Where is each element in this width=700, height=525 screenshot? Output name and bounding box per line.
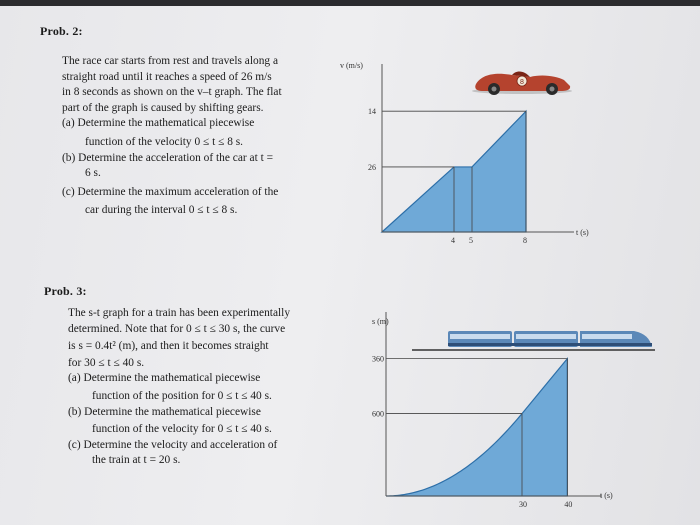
prob3-line: function of the position for 0 ≤ t ≤ 40 s.: [92, 389, 272, 402]
prob2-line: (b) Determine the acceleration of the car at t =: [62, 151, 274, 164]
st-graph: [350, 310, 650, 515]
st-y-axis-label: s (m): [372, 317, 389, 326]
problem-sheet: [0, 6, 700, 525]
prob2-line: (a) Determine the mathematical piecewise: [62, 117, 255, 130]
prob2-line: car during the interval 0 ≤ t ≤ 8 s.: [85, 204, 238, 217]
prob2-line: in 8 seconds as shown on the v–t graph. The flat: [62, 86, 282, 99]
vt-x-axis-label: t (s): [576, 228, 589, 237]
vt-graph: [340, 56, 600, 256]
prob2-line: The race car starts from rest and travels along a: [62, 55, 279, 67]
st-area: [386, 359, 567, 496]
prob2-title: Prob. 2:: [40, 24, 83, 38]
prob3-line: determined. Note that for 0 ≤ t ≤ 30 s, the curve: [68, 322, 286, 335]
prob3-line: for 30 ≤ t ≤ 40 s.: [68, 356, 145, 369]
vt-y-tick-label: 26: [368, 162, 376, 172]
prob3-line: (b) Determine the mathematical piecewise: [68, 405, 261, 418]
prob3-line: is s = 0.4t² (m), and then it becomes straight: [68, 340, 269, 353]
st-y-tick-label: 360: [372, 354, 384, 364]
prob2-line: part of the graph is caused by shifting gears.: [62, 101, 264, 114]
prob3-line: the train at t = 20 s.: [92, 454, 181, 467]
st-y-tick-label: 600: [372, 409, 384, 419]
vt-x-tick-label: 8: [523, 236, 527, 245]
vt-car-number: 8: [520, 79, 524, 86]
prob2-line: function of the velocity 0 ≤ t ≤ 8 s.: [85, 135, 244, 148]
prob2-text: [62, 54, 282, 219]
vt-y-tick-label: 14: [368, 107, 376, 117]
prob3-line: (a) Determine the mathematical piecewise: [68, 372, 261, 385]
prob3-text: [68, 306, 290, 469]
st-x-tick-label: 40: [564, 500, 573, 509]
prob2-line: (c) Determine the maximum acceleration of the: [62, 185, 279, 198]
vt-y-axis-label: v (m/s): [340, 61, 363, 70]
vt-x-tick-label: 4: [451, 236, 455, 245]
vt-x-tick-label: 5: [469, 236, 473, 245]
prob3-line: function of the velocity for 0 ≤ t ≤ 40 s.: [92, 423, 272, 436]
prob3-line: The s-t graph for a train has been experimentally: [68, 307, 291, 319]
st-x-tick-label: 30: [519, 500, 527, 509]
st-train: [412, 331, 655, 350]
prob2-line: 6 s.: [85, 167, 101, 180]
st-x-axis-label: t (s): [600, 491, 613, 500]
prob3-line: (c) Determine the velocity and acceleration of: [68, 438, 278, 451]
prob2-line: straight road until it reaches a speed of 26 m/s: [62, 70, 272, 83]
prob3-title: Prob. 3:: [44, 284, 87, 298]
vt-car: [472, 71, 572, 95]
